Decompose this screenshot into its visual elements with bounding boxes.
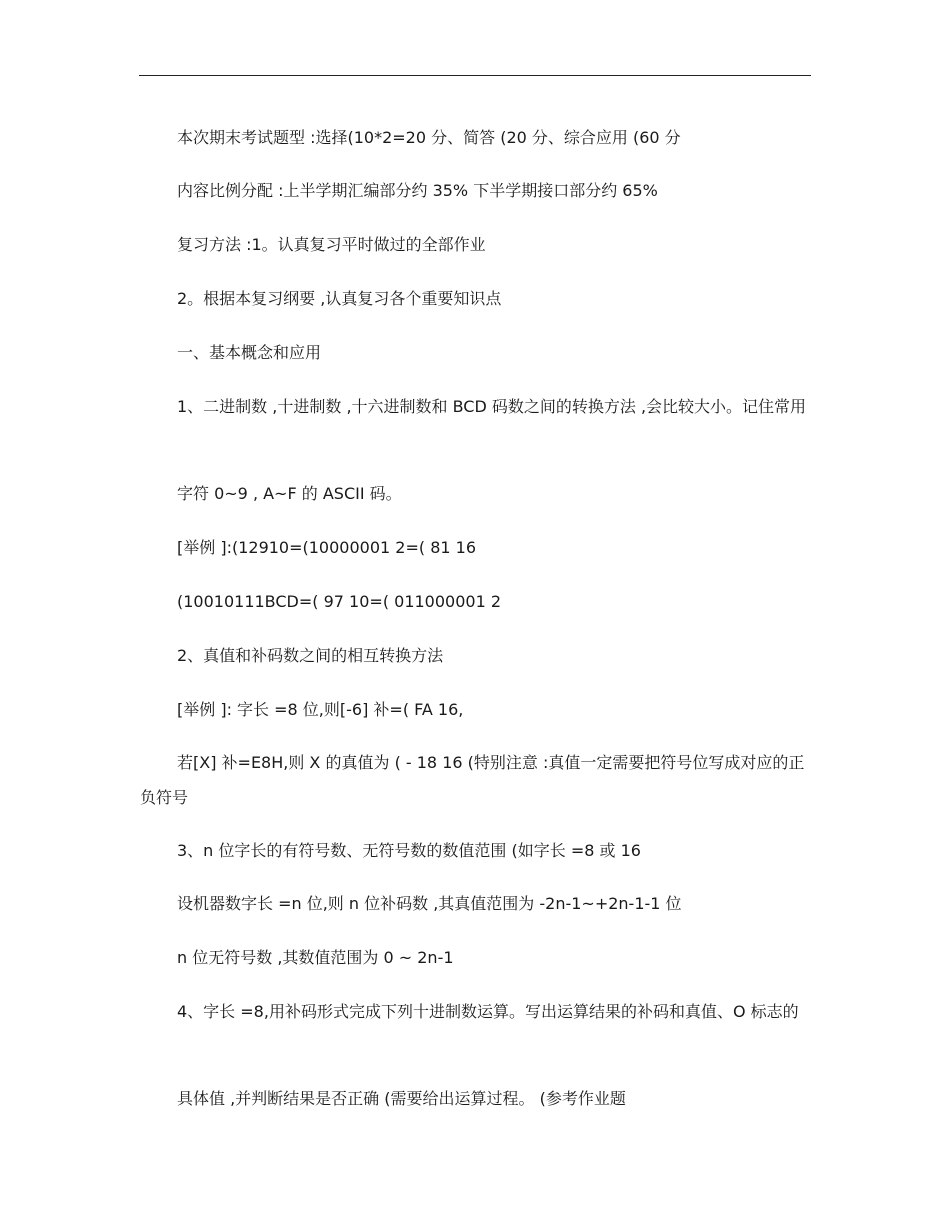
review-method-line: 复习方法 :1。认真复习平时做过的全部作业 <box>177 235 486 254</box>
item-3-line: 3、n 位字长的有符号数、无符号数的数值范围 (如字长 =8 或 16 <box>177 841 641 860</box>
content-ratio-line: 内容比例分配 :上半学期汇编部分约 35% 下半学期接口部分约 65% <box>177 181 658 200</box>
range-signed-line: 设机器数字长 =n 位,则 n 位补码数 ,其真值范围为 -2n-1~+2n-1-1 位 <box>177 894 682 913</box>
example-2b-line: 若[X] 补=E8H,则 X 的真值为 ( - 18 16 (特别注意 :真值一定需要把符号位写成对应的正负符号 <box>140 753 805 807</box>
item-4-line: 4、字长 =8,用补码形式完成下列十进制数运算。写出运算结果的补码和真值、O 标志的 <box>177 1002 799 1021</box>
ascii-line: 字符 0~9 , A~F 的 ASCII 码。 <box>177 484 402 503</box>
range-unsigned-line: n 位无符号数 ,其数值范围为 0 ~ 2n-1 <box>177 948 454 967</box>
item-4b-line: 具体值 ,并判断结果是否正确 (需要给出运算过程。 (参考作业题 <box>177 1089 626 1108</box>
review-method-2-line: 2。根据本复习纲要 ,认真复习各个重要知识点 <box>177 289 502 308</box>
section-heading: 一、基本概念和应用 <box>177 343 322 362</box>
exam-format-line: 本次期末考试题型 :选择(10*2=20 分、简答 (20 分、综合应用 (60 分 <box>177 128 681 147</box>
example-1-line: [举例 ]:(12910=(10000001 2=( 81 16 <box>177 538 476 557</box>
example-1b-line: (10010111BCD=( 97 10=( 011000001 2 <box>177 592 502 611</box>
item-1-line: 1、二进制数 ,十进制数 ,十六进制数和 BCD 码数之间的转换方法 ,会比较大小。记住常用 <box>177 397 807 416</box>
item-2-line: 2、真值和补码数之间的相互转换方法 <box>177 646 444 665</box>
example-2-line: [举例 ]: 字长 =8 位,则[-6] 补=( FA 16, <box>177 700 464 719</box>
